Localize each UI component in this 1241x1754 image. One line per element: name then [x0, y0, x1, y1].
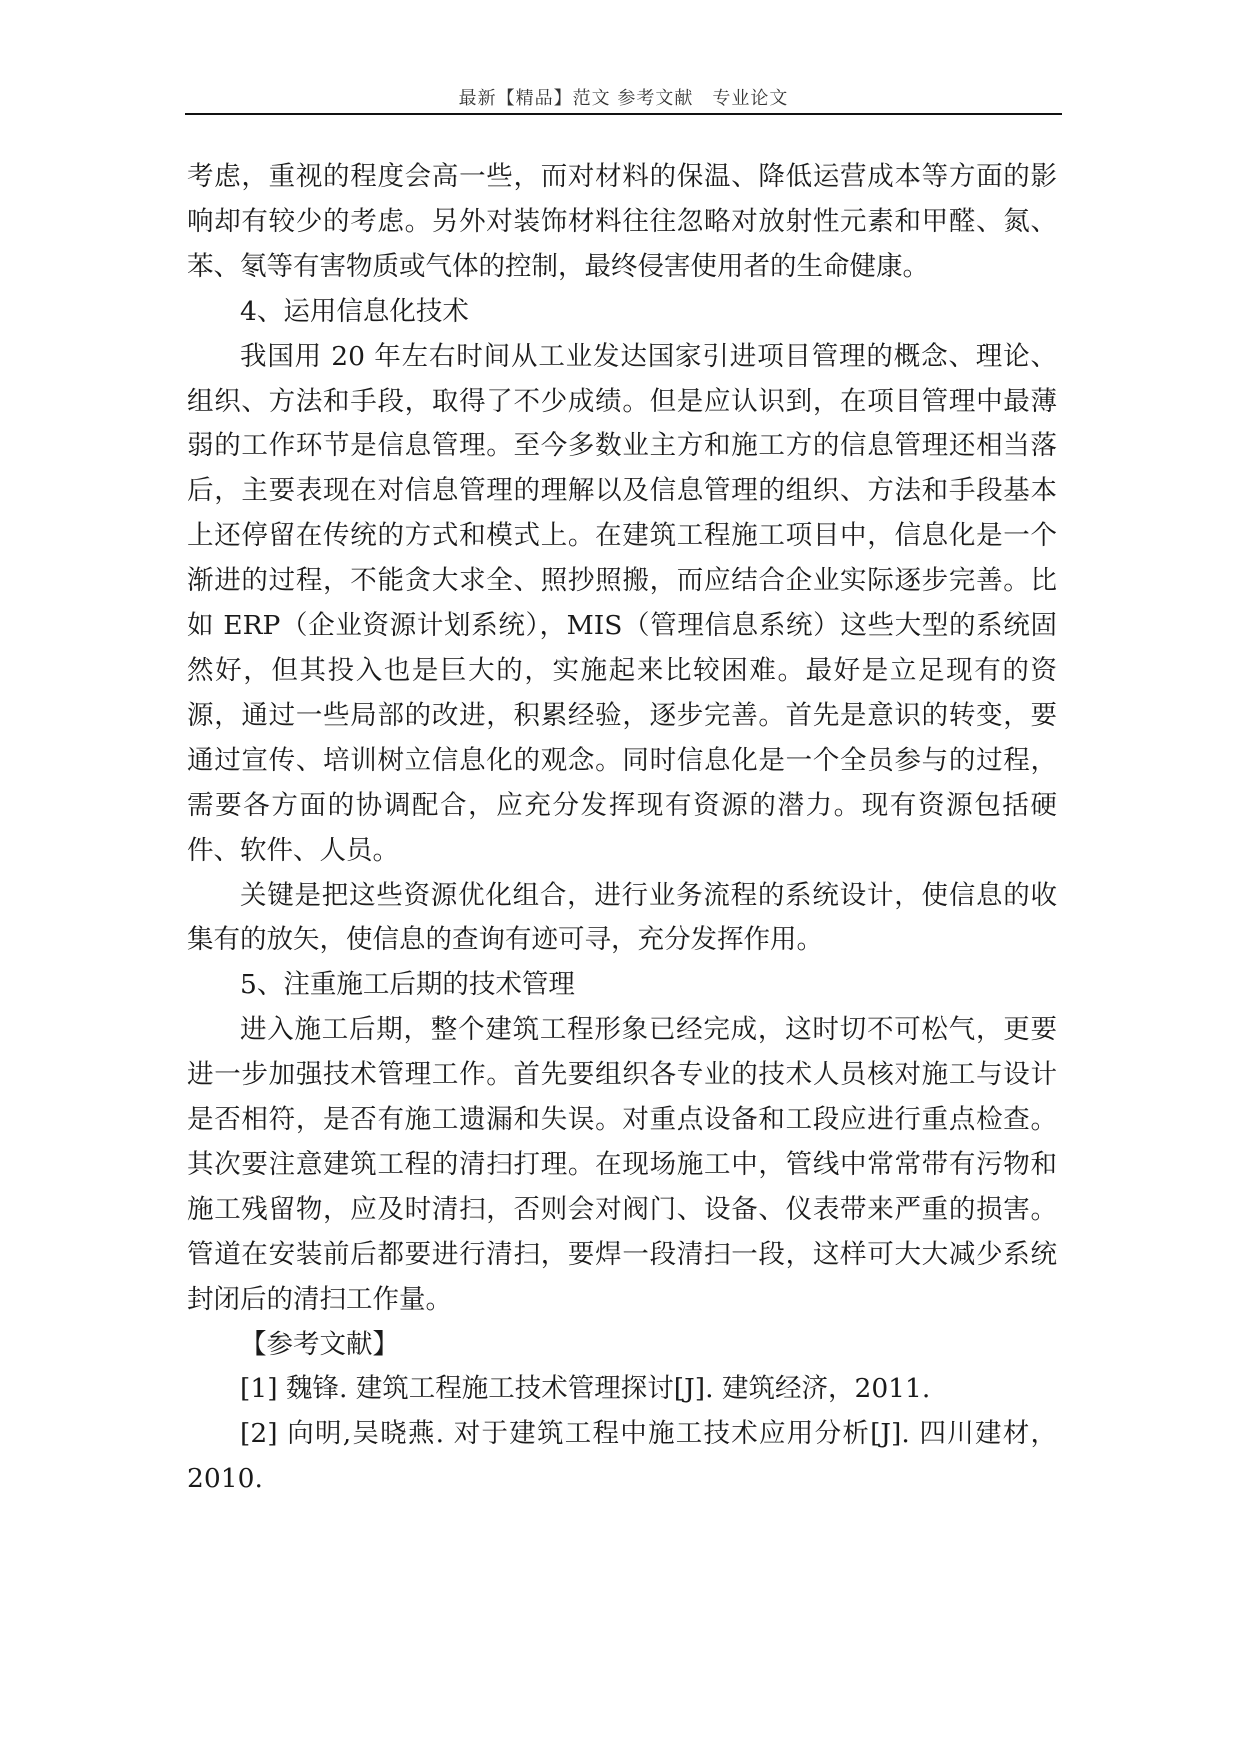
- references-heading: 【参考文献】: [240, 1328, 399, 1360]
- paragraph-information-technology: 我国用 20 年左右时间从工业发达国家引进项目管理的概念、理论、组织、方法和手段，取得了不少成绩。但是应认识到，在项目管理中最薄弱的工作环节是信息管理。至今多数业主方和施工方的信息管理还相当落后，主要表现在对信息管理的理解以及信息管理的组织、方法和手段基本上还停留在传统的方式和模式上。在建筑工程施工项目中，信息化是一个渐进的过程，不能贪大求全、照抄照搬，而应结合企业实际逐步完善。比如 ERP（企业资源计划系统），MIS（管理信息系统）这些大型的系统固然好，但其投入也是巨大的，实施起来比较困难。最好是立足现有的资源，通过一些局部的改进，积累经验，逐步完善。首先是意识的转变，要通过宣传、培训树立信息化的观念。同时信息化是一个全员参与的过程，需要各方面的协调配合，应充分发挥现有资源的潜力。现有资源包括硬件、软件、人员。: [187, 340, 1057, 866]
- paragraph-late-stage-management: 进入施工后期，整个建筑工程形象已经完成，这时切不可松气，更要进一步加强技术管理工作。首先要组织各专业的技术人员核对施工与设计是否相符，是否有施工遗漏和失误。对重点设备和工段应进行重点检查。其次要注意建筑工程的清扫打理。在现场施工中，管线中常常带有污物和施工残留物，应及时清扫，否则会对阀门、设备、仪表带来严重的损害。管道在安装前后都要进行清扫，要焊一段清扫一段，这样可大大减少系统封闭后的清扫工作量。: [187, 1014, 1057, 1315]
- reference-item-1: [1] 魏锋. 建筑工程施工技术管理探讨[J]. 建筑经济，2011.: [240, 1373, 931, 1405]
- document-body: [187, 155, 1057, 1502]
- section-heading-4: 4、运用信息化技术: [240, 295, 469, 327]
- section-heading-5: 5、注重施工后期的技术管理: [240, 969, 575, 1001]
- reference-item-2: [2] 向明,吴晓燕. 对于建筑工程中施工技术应用分析[J]. 四川建材，2010.: [187, 1418, 1057, 1495]
- paragraph-continuation: 考虑，重视的程度会高一些，而对材料的保温、降低运营成本等方面的影响却有较少的考虑。另外对装饰材料往往忽略对放射性元素和甲醛、氮、苯、氡等有害物质或气体的控制，最终侵害使用者的生命健康。: [187, 161, 1057, 282]
- paragraph-resource-optimization: 关键是把这些资源优化组合，进行业务流程的系统设计，使信息的收集有的放矢，使信息的查询有迹可寻，充分发挥作用。: [187, 879, 1057, 956]
- header-rule: [185, 113, 1062, 115]
- page-header: 最新【精品】范文 参考文献 专业论文: [458, 88, 789, 109]
